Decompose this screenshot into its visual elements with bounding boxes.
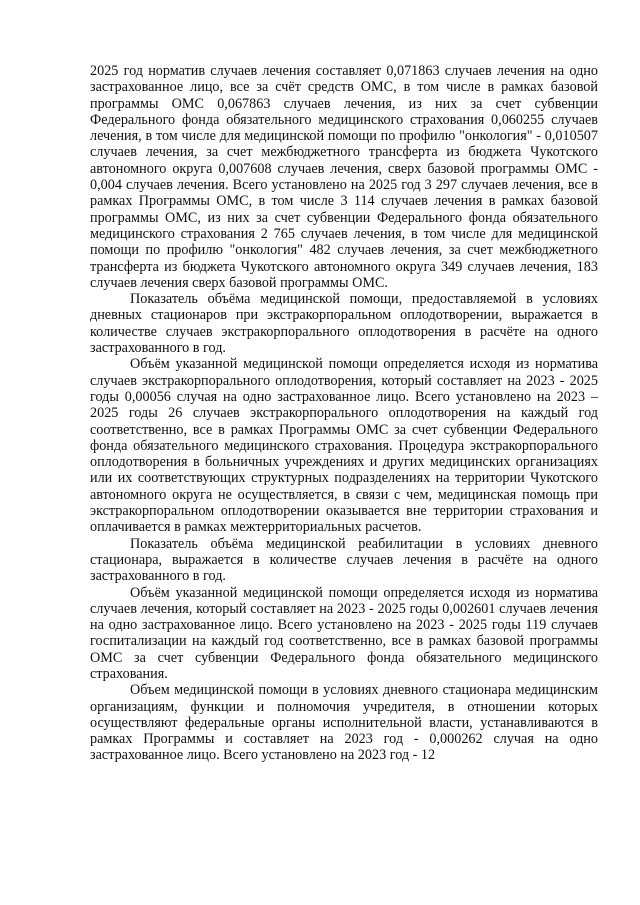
paragraph-ivf-volume: Объём указанной медицинской помощи определяется исходя из норматива случаев экстракорпорального оплодотворения, который составляет на 2023 - 2025 годы 0,00056 случая на одно застрахованное лицо. Всего установлено на 2023 – 2025 годы 26 случаев экстракорпорального оплодотворения на каждый год соответственно, все в рамках Программы ОМС за счет субвенции Федерального фонда обязательного медицинского страхования. Процедура экстракорпорального оплодотворения в больничных учреждениях и других медицинских организациях или их соответствующих структурных подразделениях на территории Чукотского автономного округа не осуществляется, в связи с чем, медицинская помощь при экстракорпоральном оплодотворении оказывается вне территории страхования и оплачивается в рамках межтерриториальных расчетов. <box>90 356 598 536</box>
paragraph-rehabilitation-volume: Объём указанной медицинской помощи определяется исходя из норматива случаев лечения, который составляет на 2023 - 2025 годы 0,002601 случаев лечения на одно застрахованное лицо. Всего установлено на 2023 - 2025 годы 119 случаев госпитализации на каждый год соответственно, все в рамках базовой программы ОМС за счет субвенции Федерального фонда обязательного медицинского страхования. <box>90 584 598 682</box>
paragraph-federal-organizations-volume: Объем медицинской помощи в условиях дневного стационара медицинским организациям, функции и полномочия учредителя, в отношении которых осуществляют федеральные органы исполнительной власти, устанавливаются в рамках Программы и составляет на 2023 год - 0,000262 случая на одно застрахованное лицо. Всего установлено на 2023 год - 12 <box>90 682 598 764</box>
paragraph-rehabilitation-indicator: Показатель объёма медицинской реабилитации в условиях дневного стационара, выражается в количестве случаев лечения в расчёте на одного застрахованного в год. <box>90 535 598 585</box>
paragraph-ivf-indicator: Показатель объёма медицинской помощи, предоставляемой в условиях дневных стационаров при экстракорпоральном оплодотворении, выражается в количестве случаев экстракорпорального оплодотворения в расчёте на одного застрахованного в год. <box>90 291 598 357</box>
paragraph-day-hospital-norm-2025: 2025 год норматив случаев лечения составляет 0,071863 случаев лечения на одно застрахованное лицо, все за счёт средств ОМС, в том числе в рамках базовой программы ОМС 0,067863 случаев лечения, из них за счет субвенции Федерального фонда обязательного медицинского страхования 0,060255 случаев лечения, в том числе для медицинской помощи по профилю "онкология" - 0,010507 случаев лечения, за счет межбюджетного трансферта из бюджета Чукотского автономного округа 0,007608 случаев лечения, сверх базовой программы ОМС - 0,004 случаев лечения. Всего установлено на 2025 год 3 297 случаев лечения, все в рамках Программы ОМС, в том числе 3 114 случаев лечения в рамках базовой программы ОМС, из них за счет субвенции Федерального фонда обязательного медицинского страхования 2 765 случаев лечения, в том числе для медицинской помощи по профилю "онкология" 482 случаев лечения, за счет межбюджетного трансферта из бюджета Чукотского автономного округа 349 случаев лечения, 183 случаев лечения сверх базовой программы ОМС. <box>90 63 598 291</box>
document-page <box>90 63 598 764</box>
